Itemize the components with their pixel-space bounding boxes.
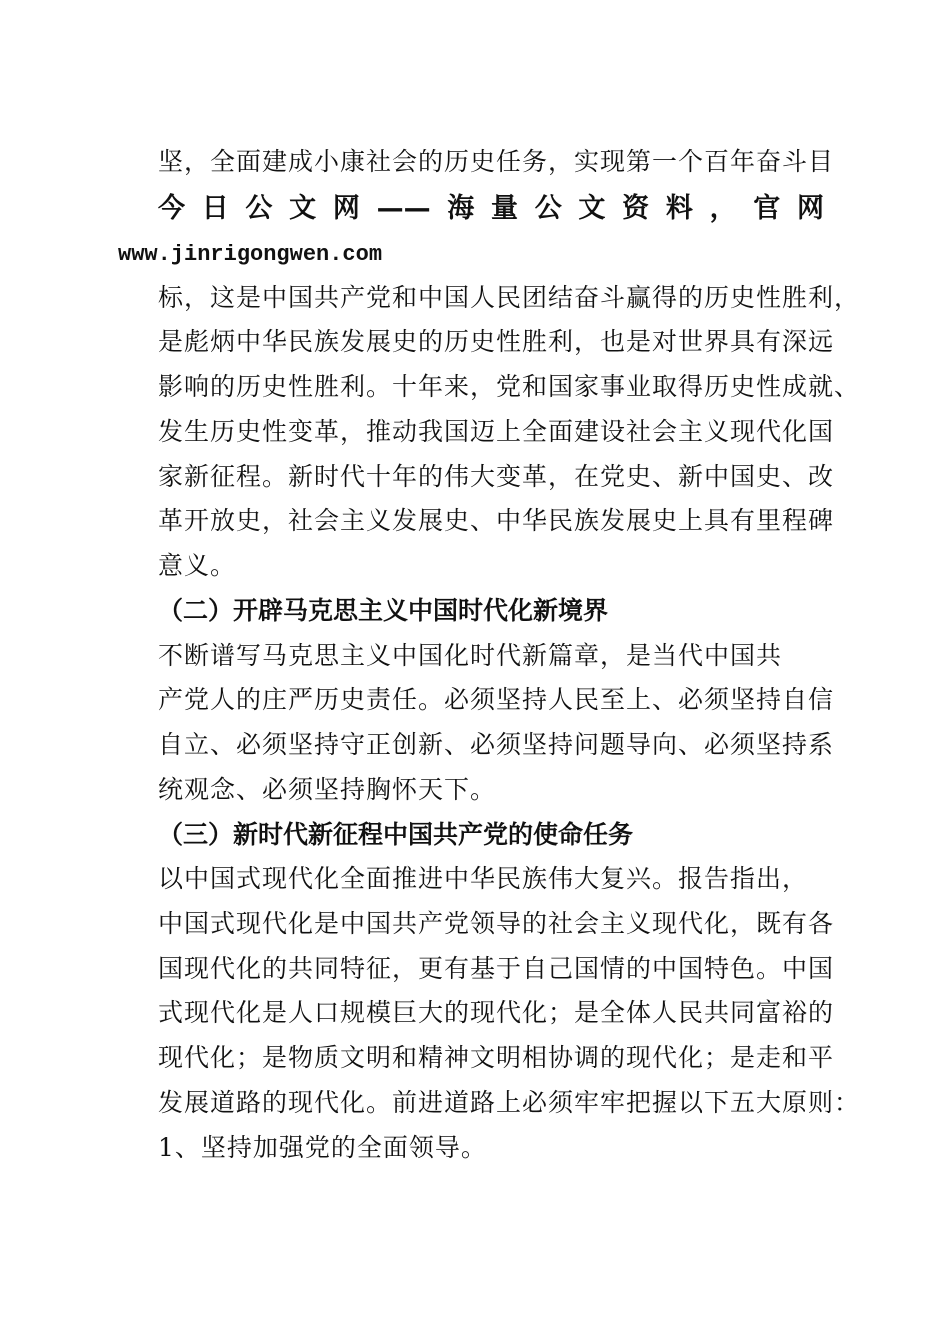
paragraph-1-line: 发生历史性变革，推动我国迈上全面建设社会主义现代化国 (158, 417, 835, 446)
paragraph-3-line: 现代化；是物质文明和精神文明相协调的现代化；是走和平 (158, 1043, 835, 1072)
section-2-heading: （二）开辟马克思主义中国时代化新境界 (158, 596, 609, 625)
paragraph-1-line: 是彪炳中华民族发展史的历史性胜利，也是对世界具有深远 (158, 327, 835, 356)
paragraph-2-line: 自立、必须坚持守正创新、必须坚持问题导向、必须坚持系 (158, 730, 835, 759)
principle-1: 1、坚持加强党的全面领导。 (158, 1133, 487, 1162)
paragraph-1-line: 革开放史，社会主义发展史、中华民族发展史上具有里程碑 (158, 506, 835, 535)
watermark-banner: 今日公文网——海量公文资料，官网 (158, 193, 824, 224)
paragraph-2-line: 产党人的庄严历史责任。必须坚持人民至上、必须坚持自信 (158, 685, 835, 714)
paragraph-3-line: 中国式现代化是中国共产党领导的社会主义现代化，既有各 (158, 909, 835, 938)
opening-line: 坚，全面建成小康社会的历史任务，实现第一个百年奋斗目 (158, 147, 835, 176)
paragraph-1-line: 影响的历史性胜利。十年来，党和国家事业取得历史性成就、 (158, 372, 861, 401)
paragraph-3-line: 式现代化是人口规模巨大的现代化；是全体人民共同富裕的 (158, 998, 835, 1027)
paragraph-1-line: 意义。 (158, 551, 237, 580)
paragraph-3-line: 国现代化的共同特征，更有基于自己国情的中国特色。中国 (158, 954, 835, 983)
watermark-url[interactable]: www.jinrigongwen.com (118, 242, 383, 267)
paragraph-1-line: 标，这是中国共产党和中国人民团结奋斗赢得的历史性胜利， (158, 283, 861, 312)
section-3-heading: （三）新时代新征程中国共产党的使命任务 (158, 820, 634, 849)
paragraph-2-line: 不断谱写马克思主义中国化时代新篇章，是当代中国共 (158, 641, 783, 670)
paragraph-3-line: 以中国式现代化全面推进中华民族伟大复兴。报告指出， (158, 864, 809, 893)
paragraph-2-line: 统观念、必须坚持胸怀天下。 (158, 775, 497, 804)
paragraph-1-line: 家新征程。新时代十年的伟大变革，在党史、新中国史、改 (158, 462, 835, 491)
paragraph-3-line: 发展道路的现代化。前进道路上必须牢牢把握以下五大原则： (158, 1088, 861, 1117)
